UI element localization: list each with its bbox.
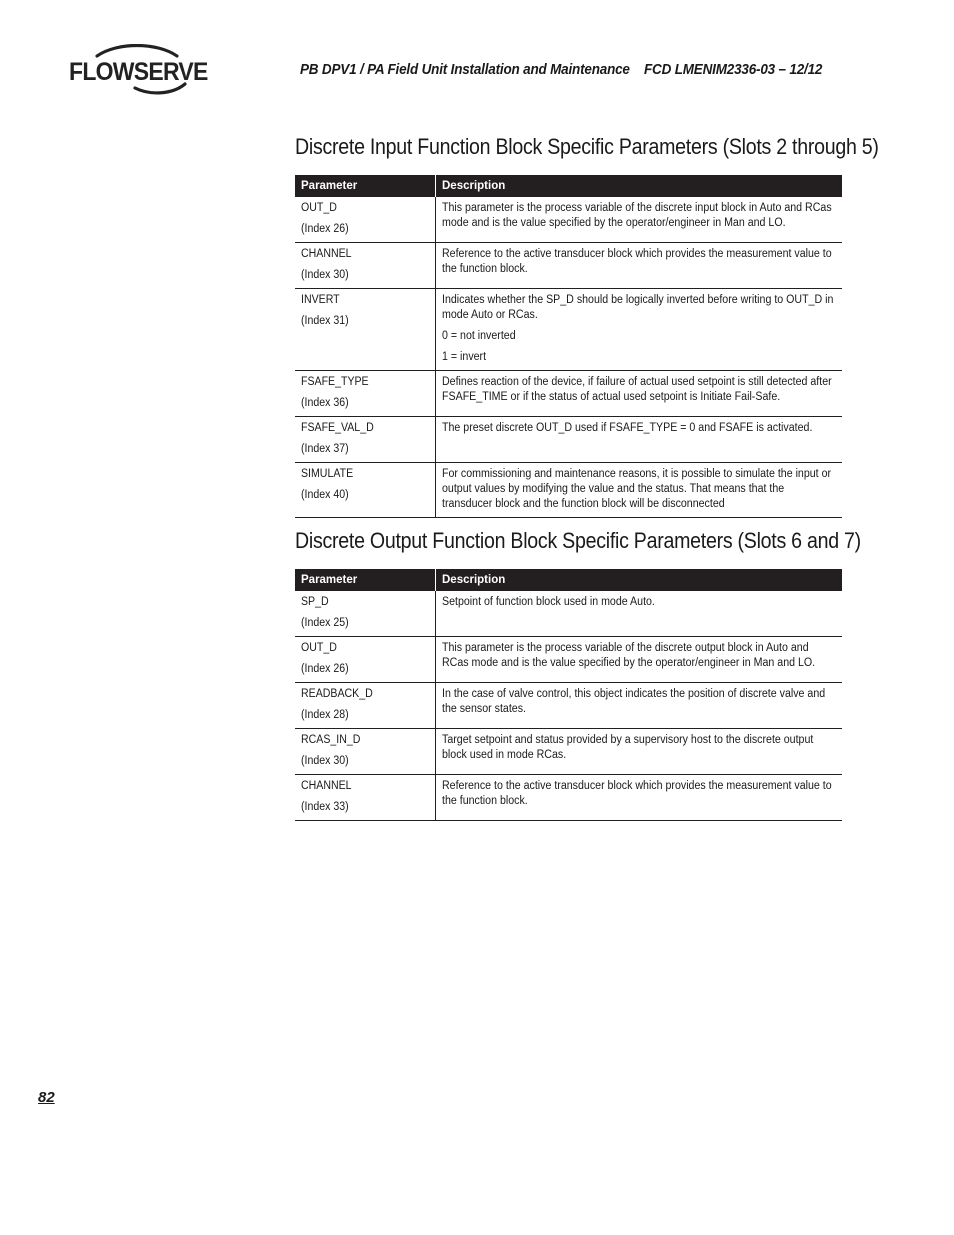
- description-text: Target setpoint and status provided by a supervisory host to the discrete output block used in mode RCas.: [442, 734, 814, 761]
- description-cell: [436, 683, 843, 729]
- description-text: 1 = invert: [442, 351, 487, 363]
- parameter-name: CHANNEL: [301, 780, 352, 792]
- parameter-name: INVERT: [301, 294, 340, 306]
- description-text: For commissioning and maintenance reasons, it is possible to simulate the input or output values by modifying the value and the status. That means that the transducer block and the function block will be disconnected: [442, 468, 832, 510]
- description-cell: [436, 637, 843, 683]
- parameter-cell: [295, 197, 436, 243]
- parameter-index: (Index 26): [301, 663, 349, 675]
- flowserve-logo: [69, 44, 209, 96]
- parameter-name: OUT_D: [301, 202, 337, 214]
- section-title-discrete-output: Discrete Output Function Block Specific Parameters (Slots 6 and 7): [295, 528, 861, 553]
- parameter-cell: [295, 289, 436, 371]
- parameter-name: CHANNEL: [301, 248, 352, 260]
- table-row: [295, 775, 842, 821]
- table-body: [295, 197, 842, 518]
- table-row: [295, 729, 842, 775]
- document-header-title: PB DPV1 / PA Field Unit Installation and Maintenance FCD LMENIM2336-03 – 12/12: [300, 62, 823, 78]
- table-row: [295, 371, 842, 417]
- table-row: [295, 243, 842, 289]
- description-text: Reference to the active transducer block which provides the measurement value to the function block.: [442, 248, 832, 275]
- parameter-index: (Index 36): [301, 397, 349, 409]
- column-header-parameter: Parameter: [295, 175, 436, 197]
- parameter-index: (Index 28): [301, 709, 349, 721]
- column-header-description: Description: [436, 569, 843, 591]
- table-row: [295, 683, 842, 729]
- description-cell: [436, 417, 843, 463]
- parameter-cell: [295, 417, 436, 463]
- page-number: 82: [38, 1089, 55, 1106]
- parameter-name: FSAFE_VAL_D: [301, 422, 374, 434]
- description-cell: [436, 775, 843, 821]
- description-text: Defines reaction of the device, if failure of actual used setpoint is still detected after FSAFE_TIME or if the status of actual used setpoint is Initiate Fail-Safe.: [442, 376, 832, 403]
- description-text: In the case of valve control, this object indicates the position of discrete valve and the sensor states.: [442, 688, 826, 715]
- description-text: The preset discrete OUT_D used if FSAFE_TYPE = 0 and FSAFE is activated.: [442, 422, 813, 434]
- description-cell: [436, 591, 843, 637]
- table-row: [295, 417, 842, 463]
- table-row: [295, 197, 842, 243]
- parameter-name: RCAS_IN_D: [301, 734, 361, 746]
- logo-wordmark: FLOWSERVE: [69, 58, 208, 86]
- section-title-discrete-input: Discrete Input Function Block Specific Parameters (Slots 2 through 5): [295, 134, 879, 159]
- description-cell: [436, 197, 843, 243]
- description-text: Setpoint of function block used in mode Auto.: [442, 596, 655, 608]
- parameter-cell: [295, 637, 436, 683]
- column-header-description: Description: [436, 175, 843, 197]
- parameter-index: (Index 30): [301, 269, 349, 281]
- parameter-name: SIMULATE: [301, 468, 354, 480]
- description-cell: [436, 243, 843, 289]
- table-header-row: [295, 569, 842, 591]
- parameter-cell: [295, 729, 436, 775]
- column-header-parameter: Parameter: [295, 569, 436, 591]
- description-cell: [436, 371, 843, 417]
- table-header-row: [295, 175, 842, 197]
- table-row: [295, 289, 842, 371]
- parameter-index: (Index 25): [301, 617, 349, 629]
- description-text: Indicates whether the SP_D should be logically inverted before writing to OUT_D in mode Auto or RCas.: [442, 294, 834, 321]
- parameter-cell: [295, 463, 436, 518]
- table-body: [295, 591, 842, 821]
- description-cell: [436, 729, 843, 775]
- parameter-index: (Index 37): [301, 443, 349, 455]
- parameter-name: FSAFE_TYPE: [301, 376, 369, 388]
- description-text: 0 = not inverted: [442, 330, 516, 342]
- parameter-index: (Index 30): [301, 755, 349, 767]
- description-text: This parameter is the process variable of the discrete input block in Auto and RCas mode and is the value specified by the operator/engineer in Man and LO.: [442, 202, 832, 229]
- parameter-index: (Index 40): [301, 489, 349, 501]
- table-row: [295, 463, 842, 518]
- discrete-input-parameter-table: [295, 175, 842, 518]
- parameter-cell: [295, 591, 436, 637]
- parameter-index: (Index 26): [301, 223, 349, 235]
- parameter-cell: [295, 243, 436, 289]
- table-row: [295, 637, 842, 683]
- parameter-name: READBACK_D: [301, 688, 373, 700]
- description-text: Reference to the active transducer block which provides the measurement value to the function block.: [442, 780, 832, 807]
- discrete-output-parameter-table: [295, 569, 842, 821]
- parameter-name: SP_D: [301, 596, 329, 608]
- description-cell: [436, 463, 843, 518]
- parameter-index: (Index 33): [301, 801, 349, 813]
- description-text: This parameter is the process variable of the discrete output block in Auto and RCas mode and is the value specified by the operator/engineer in Man and LO.: [442, 642, 816, 669]
- parameter-cell: [295, 775, 436, 821]
- description-cell: [436, 289, 843, 371]
- table-row: [295, 591, 842, 637]
- parameter-cell: [295, 683, 436, 729]
- parameter-index: (Index 31): [301, 315, 349, 327]
- parameter-name: OUT_D: [301, 642, 337, 654]
- parameter-cell: [295, 371, 436, 417]
